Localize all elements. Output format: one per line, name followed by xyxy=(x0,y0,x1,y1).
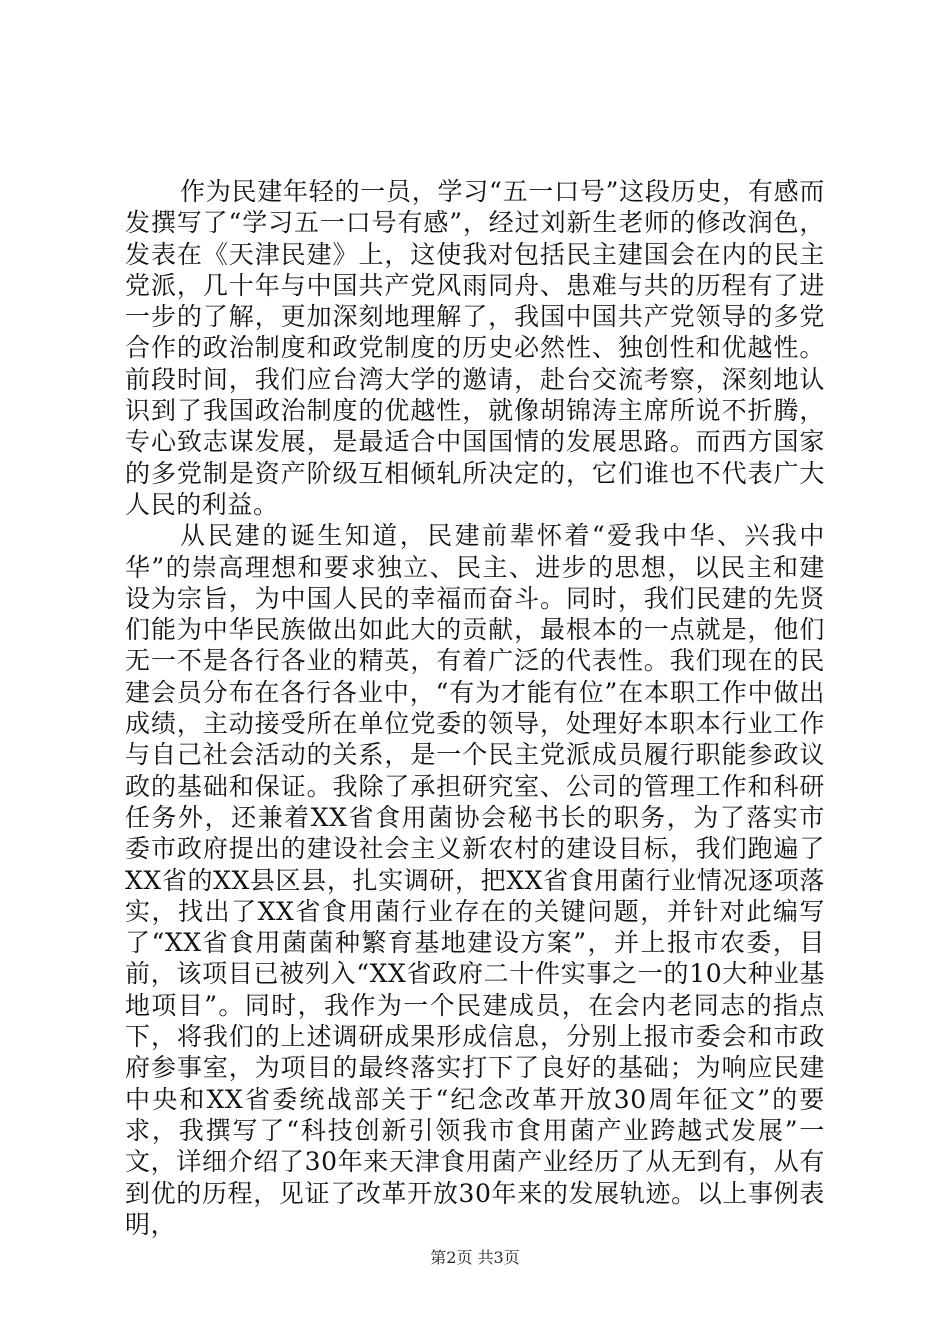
paragraph-2: 从民建的诞生知道，民建前辈怀着“爱我中华、兴我中华”的崇高理想和要求独立、民主、进步的思想，以民主和建设为宗旨，为中国人民的幸福而奋斗。同时，我们民建的先贤们能为中华民族做出如此大的贡献，最根本的一点就是，他们无一不是各行各业的精英，有着广泛的代表性。我们现在的民建会员分布在各行各业中，“有为才能有位”在本职工作中做出成绩，主动接受所在单位党委的领导，处理好本职本行业工作与自己社会活动的关系，是一个民主党派成员履行职能参政议政的基础和保证。我除了承担研究室、公司的管理工作和科研任务外，还兼着XX省食用菌协会秘书长的职务，为了落实市委市政府提出的建设社会主义新农村的建设目标，我们跑遍了XX省的XX县区县，扎实调研，把XX省食用菌行业情况逐项落实，找出了XX省食用菌行业存在的关键问题，并针对此编写了“XX省食用菌菌种繁育基地建设方案”，并上报市农委，目前，该项目已被列入“XX省政府二十件实事之一的10大种业基地项目”。同时，我作为一个民建成员，在会内老同志的指点下，将我们的上述调研成果形成信息，分别上报市委会和市政府参事室，为项目的最终落实打下了良好的基础；为响应民建中央和XX省委统战部关于“纪念改革开放30周年征文”的要求，我撰写了“科技创新引领我市食用菌产业跨越式发展”一文，详细介绍了30年来天津食用菌产业经历了从无到有，从有到优的历程，见证了改革开放30年来的发展轨迹。以上事例表明， xyxy=(125,521,825,1239)
document-body xyxy=(125,176,825,1240)
page-footer: 第2页 共3页 xyxy=(430,1248,520,1267)
paragraph-1: 作为民建年轻的一员，学习“五一口号”这段历史，有感而发撰写了“学习五一口号有感”，经过刘新生老师的修改润色，发表在《天津民建》上，这使我对包括民主建国会在内的民主党派，几十年与中国共产党风雨同舟、患难与共的历程有了进一步的了解，更加深刻地理解了，我国中国共产党领导的多党合作的政治制度和政党制度的历史必然性、独创性和优越性。前段时间，我们应台湾大学的邀请，赴台交流考察，深刻地认识到了我国政治制度的优越性，就像胡锦涛主席所说不折腾，专心致志谋发展，是最适合中国国情的发展思路。而西方国家的多党制是资产阶级互相倾轧所决定的，它们谁也不代表广大人民的利益。 xyxy=(125,177,825,519)
